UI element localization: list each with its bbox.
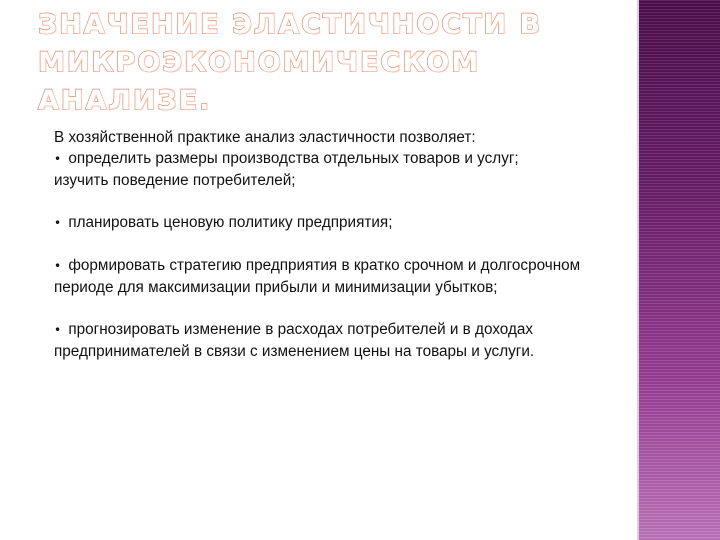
intro-text: В хозяйственной практике анализ эластичности позволяет: — [54, 129, 476, 146]
bullet-item-2 — [54, 212, 694, 234]
bullet-4-line-2: предпринимателей в связи с изменением цены на товары и услуги. — [54, 343, 535, 360]
spacer — [54, 234, 694, 255]
bullet-item-3 — [54, 255, 694, 277]
bullet-item-1 — [54, 148, 694, 170]
bullet-4-line-1: прогнозировать изменение в расходах потребителей и в доходах — [68, 321, 534, 338]
decorative-side-stripe — [639, 0, 720, 540]
bullet-icon: • — [54, 259, 62, 273]
bullet-1-line-1: определить размеры производства отдельных товаров и услуг; — [68, 150, 519, 167]
bullet-3-line-2: периоде для максимизации прибыли и минимизации убытков; — [54, 279, 498, 296]
bullet-3-line-1: формировать стратегию предприятия в кратко срочном и долгосрочном — [68, 257, 581, 274]
bullet-icon: • — [54, 152, 62, 166]
bullet-icon: • — [54, 323, 62, 337]
spacer — [54, 191, 694, 212]
spacer — [54, 298, 694, 319]
slide-title — [38, 6, 598, 120]
slide-body — [54, 127, 694, 362]
bullet-item-4 — [54, 319, 694, 341]
bullet-2-line-1: планировать ценовую политику предприятия; — [68, 214, 393, 231]
title-line-2: МИКРОЭКОНОМИЧЕСКОМ АНАЛИЗЕ. — [38, 47, 481, 116]
title-line-1: ЗНАЧЕНИЕ ЭЛАСТИЧНОСТИ В — [38, 9, 543, 40]
bullet-icon: • — [54, 216, 62, 230]
bullet-1-line-2: изучить поведение потребителей; — [54, 172, 296, 189]
